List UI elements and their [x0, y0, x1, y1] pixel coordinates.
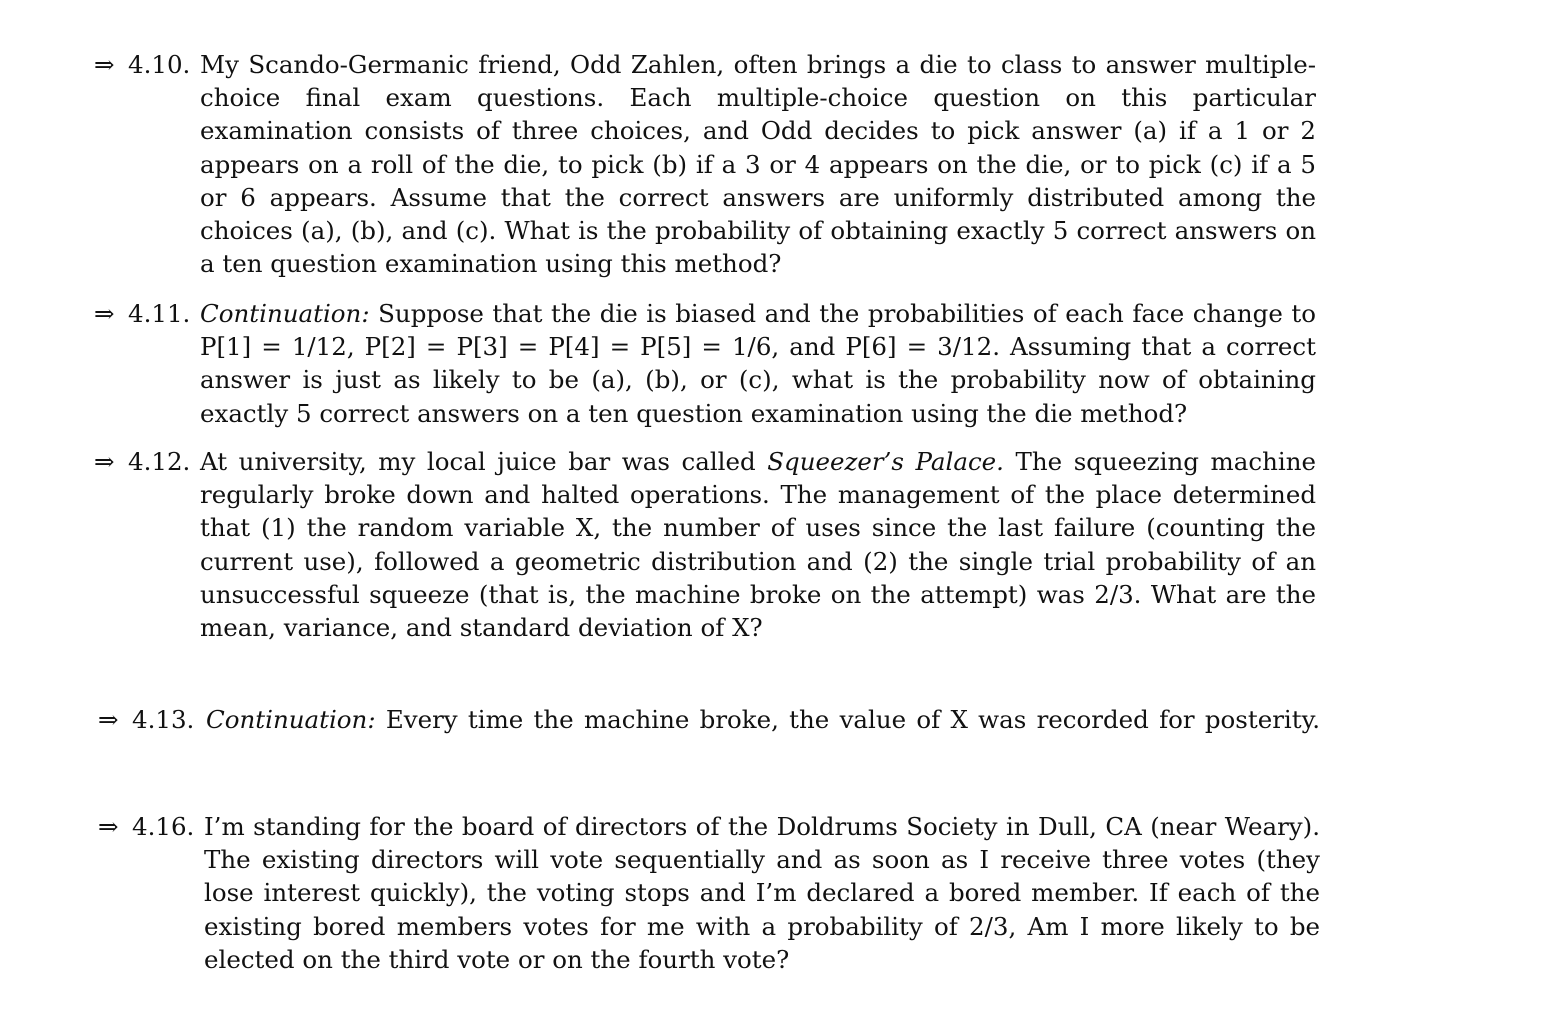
problem-body: Every time the machine broke, the value of X was recorded for posterity. [385, 705, 1320, 734]
implies-arrow-icon: ⇒ [94, 50, 115, 79]
implies-arrow-icon: ⇒ [94, 447, 115, 476]
problem-marker [94, 48, 190, 81]
implies-arrow-icon: ⇒ [98, 812, 119, 841]
problem-number: 4.16. [132, 812, 195, 841]
implies-arrow-icon: ⇒ [98, 705, 119, 734]
problem-text [200, 445, 1316, 644]
problem-body-start: At university, my local juice bar was called [200, 447, 756, 476]
implies-arrow-icon: ⇒ [94, 299, 115, 328]
problem-body: Suppose that the die is biased and the probabilities of each face change to P[1] = 1/12, P[2] = P[3] = P[4] = P[5] = 1/6, and P[6] = 3/12. Assuming that a correct answer is just as likely to be (a), (b), or (c), what is the probability now of obtaining exactly 5 correct answers on a ten question examination using the die method? [200, 299, 1316, 428]
continuation-label: Continuation: [206, 705, 376, 734]
problem-marker [94, 297, 190, 330]
problem-number: 4.12. [128, 447, 191, 476]
problem-text: I’m standing for the board of directors of the Doldrums Society in Dull, CA (near Weary). The existing directors will vote sequentially and as soon as I receive three votes (they lose interest quickly), the voting stops and I’m declared a bored member. If each of the existing bored members votes for me with a probability of 2/3, Am I more likely to be elected on the third vote or on the fourth vote? [204, 812, 1320, 974]
juice-bar-name: Squeezer’s Palace. [767, 447, 1004, 476]
continuation-label: Continuation: [200, 299, 370, 328]
problem-number: 4.11. [128, 299, 191, 328]
problem-number: 4.13. [132, 705, 195, 734]
problem-text: My Scando-Germanic friend, Odd Zahlen, often brings a die to class to answer multiple-choice final exam questions. Each multiple-choice question on this particular examination consists of three choices, and Odd decides to pick answer (a) if a 1 or 2 appears on a roll of the die, to pick (b) if a 3 or 4 appears on the die, or to pick (c) if a 5 or 6 appears. Assume that the correct answers are uniformly distributed among the choices (a), (b), and (c). What is the probability of obtaining exactly 5 correct answers on a ten question examination using this method? [200, 50, 1316, 279]
problem-marker [94, 445, 190, 478]
problem-body-end: The squeezing machine regularly broke down and halted operations. The management of the place determined that (1) the random variable X, the number of uses since the last failure (counting the current use), followed a geometric distribution and (2) the single trial probability of an unsuccessful squeeze (that is, the machine broke on the attempt) was 2/3. What are the mean, variance, and standard deviation of X? [200, 447, 1316, 643]
problem-text [206, 703, 1320, 736]
problem-number: 4.10. [128, 50, 191, 79]
problem-marker [98, 703, 194, 736]
problem-marker [98, 810, 194, 843]
problem-text [200, 297, 1316, 430]
